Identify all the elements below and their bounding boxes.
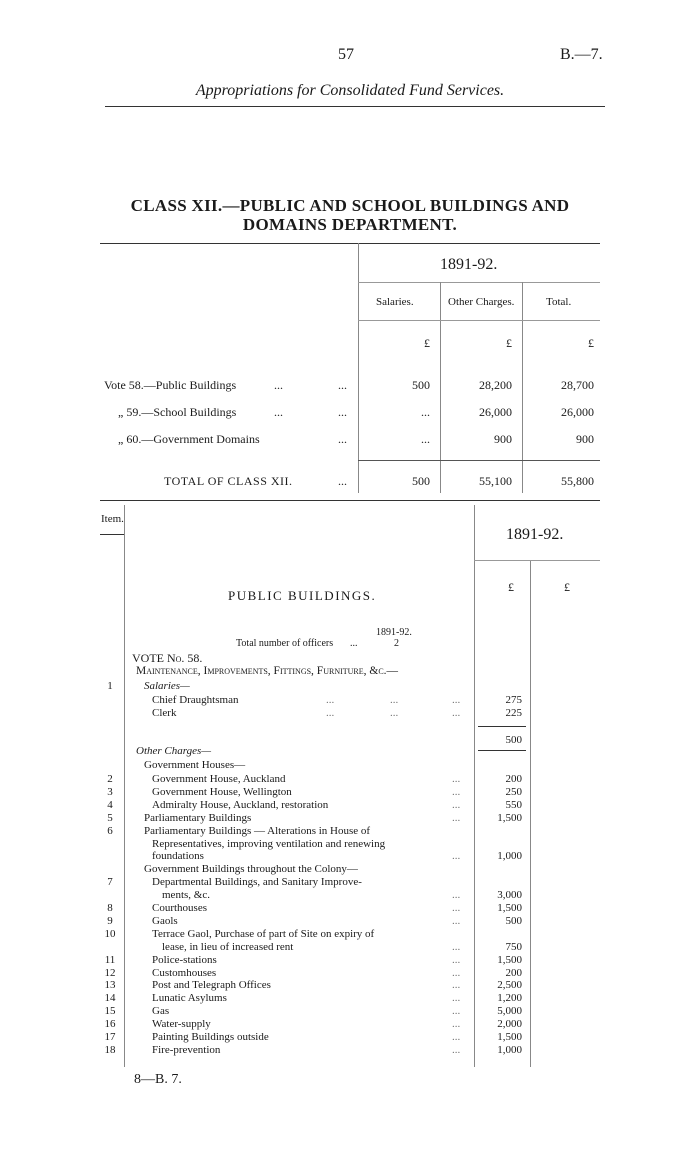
line-amount: 1,500 (497, 1031, 522, 1043)
total-other: 55,100 (479, 474, 512, 488)
total-total: 55,800 (561, 474, 594, 488)
leader-dots: ... (452, 773, 461, 785)
page-footer: 8—B. 7. (134, 1072, 182, 1087)
leader-dots: ... (452, 1005, 461, 1018)
line-label: foundations (152, 850, 204, 863)
row-other: 900 (494, 432, 512, 446)
line-label: Terrace Gaol, Purchase of part of Site on expiry of (152, 927, 375, 940)
officers-year: 1891-92. (376, 627, 412, 638)
leader-dots: ... (452, 979, 461, 992)
header-rule (105, 106, 605, 107)
row-salaries: 500 (412, 378, 430, 392)
line-amount: 2,000 (497, 1018, 522, 1031)
line-label: Post and Telegraph Offices (152, 979, 271, 992)
officers-label: Total number of officers (236, 638, 334, 649)
item-number: 6 (107, 824, 113, 837)
line-label: lease, in lieu of increased rent (162, 940, 294, 953)
line-amount: 1,000 (497, 850, 522, 863)
line-label: Parliamentary Buildings — Alterations in House of (144, 824, 371, 837)
vote-label: „ 59.—School Buildings (118, 405, 237, 419)
line-label: ments, &c. (162, 889, 210, 902)
line-label: Painting Buildings outside (152, 1031, 269, 1043)
item-column-header: Item. (101, 513, 124, 525)
line-amount: 1,500 (497, 902, 522, 914)
line-amount: 275 (505, 694, 522, 706)
item-number: 11 (104, 953, 116, 966)
leader-dots: ... (452, 953, 461, 966)
line-amount: 1,000 (497, 1043, 522, 1056)
summary-year: 1891-92. (440, 256, 498, 273)
item-number: 9 (107, 914, 113, 927)
currency-other: £ (506, 336, 512, 350)
leader-dots: ... (452, 798, 461, 811)
government-houses-label: Government Houses— (144, 759, 246, 771)
line-amount: 1,200 (497, 992, 522, 1005)
line-label: Lunatic Asylums (152, 992, 227, 1005)
leader-dots: ... (452, 914, 461, 927)
leader-dots: ... (452, 811, 461, 824)
line-amount: 500 (505, 914, 522, 927)
line-amount: 1,500 (497, 953, 522, 966)
currency-total: £ (588, 336, 594, 350)
leader-dots: ... (452, 850, 461, 863)
detail-currency-1: £ (508, 580, 514, 594)
item-number: 7 (107, 876, 113, 889)
line-label: Police-stations (152, 953, 217, 966)
salaries-subtotal: 500 (505, 734, 522, 746)
currency-salaries: £ (424, 336, 430, 350)
col-other-header: Other Charges. (448, 296, 515, 308)
item-number: 17 (104, 1031, 116, 1043)
leader-dots: ... (452, 785, 461, 798)
line-label: Fire-prevention (152, 1043, 221, 1056)
row-total: 26,000 (561, 405, 594, 419)
line-amount: 5,000 (497, 1005, 522, 1018)
line-amount: 225 (505, 707, 522, 719)
row-salaries: ... (421, 432, 430, 446)
item-number: 16 (104, 1018, 116, 1031)
leader-dots: ... (452, 966, 461, 979)
line-label: Parliamentary Buildings (144, 811, 252, 824)
leader-dots: ... (452, 1043, 461, 1056)
leader-dots: ... (452, 1031, 461, 1043)
leader-dots: ... (452, 940, 461, 953)
salaries-label: Salaries— (144, 680, 190, 692)
row-other: 28,200 (479, 378, 512, 392)
leader-dots: ... (452, 1018, 461, 1031)
col-total-header: Total. (546, 296, 572, 308)
item-number: 14 (104, 992, 116, 1005)
document-reference: B.—7. (560, 46, 603, 63)
line-label: Government Buildings throughout the Colony— (144, 863, 358, 876)
line-amount: 1,500 (497, 811, 522, 824)
row-total: 900 (576, 432, 594, 446)
line-amount: 200 (505, 773, 522, 785)
line-amount: 750 (505, 940, 522, 953)
line-amount: 200 (505, 966, 522, 979)
line-label: Departmental Buildings, and Sanitary Improve- (152, 876, 362, 889)
detail-year: 1891-92. (506, 526, 564, 543)
leader-dots: ... (452, 889, 461, 902)
line-amount: 550 (505, 798, 522, 811)
other-charges-label: Other Charges— (136, 745, 212, 757)
officers-count: 2 (394, 638, 399, 649)
section-title: PUBLIC BUILDINGS. (228, 588, 377, 603)
line-label: Gas (152, 1005, 170, 1018)
line-label: Customhouses (152, 966, 217, 979)
item-number: 15 (104, 1005, 116, 1018)
line-amount: 3,000 (497, 889, 522, 902)
line-label: Courthouses (152, 902, 207, 914)
leader-dots: ... (452, 992, 461, 1005)
detail-currency-2: £ (564, 580, 570, 594)
class-title-line2: DOMAINS DEPARTMENT. (242, 215, 458, 234)
line-label: Gaols (152, 914, 178, 927)
item-number: 3 (107, 785, 113, 798)
item-number: 4 (107, 798, 113, 811)
vote-label: Vote 58.—Public Buildings (104, 378, 237, 392)
vote-number-label: VOTE No. 58. (132, 651, 203, 665)
col-salaries-header: Salaries. (376, 296, 414, 308)
line-amount: 250 (505, 785, 522, 798)
line-label: Water-supply (152, 1018, 211, 1031)
total-salaries: 500 (412, 474, 430, 488)
row-other: 26,000 (479, 405, 512, 419)
class-title-line1: CLASS XII.—PUBLIC AND SCHOOL BUILDINGS AND (130, 196, 570, 215)
item-number: 12 (104, 966, 116, 979)
page-number: 57 (338, 46, 354, 63)
line-amount: 2,500 (497, 979, 522, 992)
total-label: TOTAL OF CLASS XII. (164, 474, 293, 488)
line-label: Government House, Auckland (152, 773, 286, 785)
item-number: 8 (107, 902, 113, 914)
item-number: 18 (104, 1043, 116, 1056)
page-subtitle: Appropriations for Consolidated Fund Services. (195, 82, 505, 99)
vote-label: „ 60.—Government Domains (118, 432, 260, 446)
item-number: 13 (104, 979, 116, 992)
leader-dots: ... (452, 902, 461, 914)
line-label: Representatives, improving ventilation and renewing (152, 837, 386, 850)
row-salaries: ... (421, 405, 430, 419)
item-number: 10 (104, 927, 116, 940)
item-number: 1 (107, 680, 113, 692)
item-number: 5 (107, 811, 113, 824)
vote-heading: Maintenance, Improvements, Fittings, Furniture, &c.— (136, 665, 399, 677)
line-label: Admiralty House, Auckland, restoration (152, 798, 329, 811)
line-label: Government House, Wellington (152, 785, 292, 798)
item-number: 2 (107, 773, 113, 785)
row-total: 28,700 (561, 378, 594, 392)
